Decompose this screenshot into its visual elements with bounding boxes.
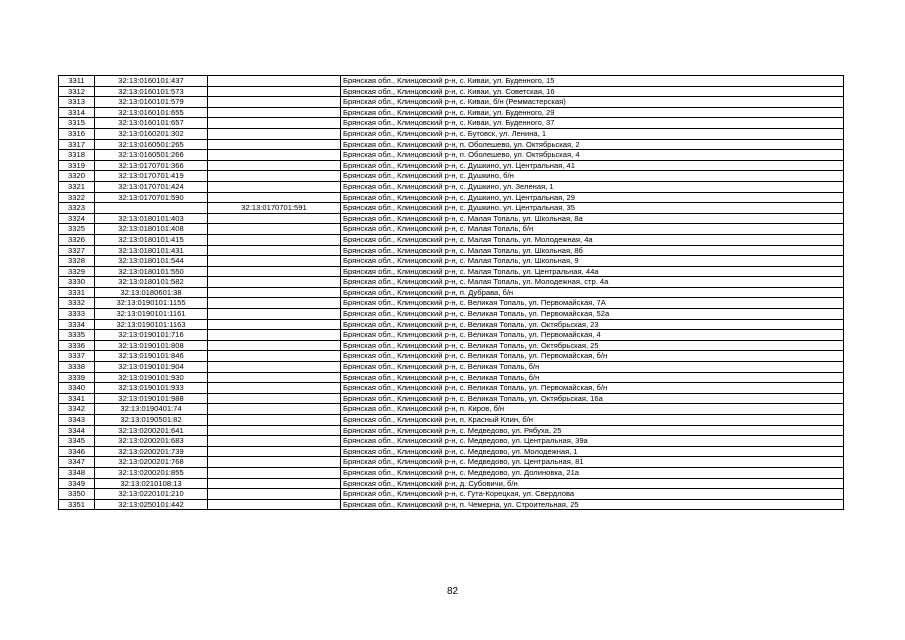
table-row (59, 309, 844, 320)
cadastral-number-alt-cell (208, 362, 341, 373)
cadastral-number-cell: 32:13:0190501:82 (95, 415, 208, 426)
table-row (59, 97, 844, 108)
row-number-cell: 3347 (59, 457, 95, 468)
cadastral-number-alt-cell (208, 107, 341, 118)
table-row (59, 287, 844, 298)
cadastral-number-alt-cell (208, 245, 341, 256)
cadastral-number-cell: 32:13:0220101:210 (95, 489, 208, 500)
table-row (59, 372, 844, 383)
cadastral-number-cell: 32:13:0160501:266 (95, 150, 208, 161)
table-row (59, 330, 844, 341)
cadastral-number-alt-cell (208, 499, 341, 510)
cadastral-number-alt-cell (208, 478, 341, 489)
row-number-cell: 3317 (59, 139, 95, 150)
cadastral-number-alt-cell (208, 128, 341, 139)
cadastral-number-alt-cell (208, 457, 341, 468)
row-number-cell: 3311 (59, 76, 95, 87)
address-cell: Брянская обл., Клинцовский р-н, с. Медведово, ул. Центральная, 81 (341, 457, 844, 468)
table-row (59, 446, 844, 457)
row-number-cell: 3337 (59, 351, 95, 362)
address-cell: Брянская обл., Клинцовский р-н, с. Малая Топаль, ул. Школьная, 9 (341, 256, 844, 267)
address-cell: Брянская обл., Клинцовский р-н, с. Душкино, б/н (341, 171, 844, 182)
table-row (59, 160, 844, 171)
cadastral-number-cell: 32:13:0200201:855 (95, 467, 208, 478)
cadastral-number-alt-cell (208, 118, 341, 129)
row-number-cell: 3329 (59, 266, 95, 277)
row-number-cell: 3320 (59, 171, 95, 182)
address-cell: Брянская обл., Клинцовский р-н, с. Великая Топаль, ул. Первомайская, 7А (341, 298, 844, 309)
cadastral-number-cell: 32:13:0160201:302 (95, 128, 208, 139)
cadastral-number-cell: 32:13:0200201:739 (95, 446, 208, 457)
cadastral-number-cell: 32:13:0180101:403 (95, 213, 208, 224)
address-cell: Брянская обл., Клинцовский р-н, с. Малая Топаль, б/н (341, 224, 844, 235)
cadastral-number-alt-cell (208, 415, 341, 426)
table-row (59, 436, 844, 447)
address-cell: Брянская обл., Клинцовский р-н, с. Душкино, ул. Центральная, 29 (341, 192, 844, 203)
row-number-cell: 3321 (59, 181, 95, 192)
address-cell: Брянская обл., Клинцовский р-н, с. Медведово, ул. Рябуха, 25 (341, 425, 844, 436)
row-number-cell: 3330 (59, 277, 95, 288)
table-row (59, 224, 844, 235)
address-cell: Брянская обл., Клинцовский р-н, с. Малая Топаль, ул. Школьная, 8а (341, 213, 844, 224)
row-number-cell: 3318 (59, 150, 95, 161)
table-row (59, 213, 844, 224)
table-row (59, 499, 844, 510)
cadastral-number-cell: 32:13:0180101:431 (95, 245, 208, 256)
cadastral-number-cell: 32:13:0190401:74 (95, 404, 208, 415)
cadastral-number-cell: 32:13:0200201:641 (95, 425, 208, 436)
row-number-cell: 3315 (59, 118, 95, 129)
cadastral-number-cell: 32:13:0160101:579 (95, 97, 208, 108)
cadastral-number-cell: 32:13:0190101:846 (95, 351, 208, 362)
row-number-cell: 3328 (59, 256, 95, 267)
row-number-cell: 3327 (59, 245, 95, 256)
cadastral-number-alt-cell (208, 330, 341, 341)
address-cell: Брянская обл., Клинцовский р-н, с. Медведово, ул. Молодежная, 1 (341, 446, 844, 457)
address-cell: Брянская обл., Клинцовский р-н, с. Малая Топаль, ул. Центральная, 44а (341, 266, 844, 277)
row-number-cell: 3346 (59, 446, 95, 457)
table-row (59, 76, 844, 87)
cadastral-number-cell: 32:13:0210108:13 (95, 478, 208, 489)
address-cell: Брянская обл., Клинцовский р-н, с. Малая Топаль, ул. Молодежная, стр. 4а (341, 277, 844, 288)
address-cell: Брянская обл., Клинцовский р-н, с. Киваи, б/н (Реммастерская) (341, 97, 844, 108)
cadastral-number-cell: 32:13:0160101:655 (95, 107, 208, 118)
table-row (59, 415, 844, 426)
row-number-cell: 3348 (59, 467, 95, 478)
address-cell: Брянская обл., Клинцовский р-н, с. Великая Топаль, ул. Октябрьская, 23 (341, 319, 844, 330)
row-number-cell: 3324 (59, 213, 95, 224)
cadastral-number-cell: 32:13:0160501:265 (95, 139, 208, 150)
cadastral-number-alt-cell (208, 425, 341, 436)
table-row (59, 277, 844, 288)
table-row (59, 245, 844, 256)
cadastral-number-alt-cell (208, 86, 341, 97)
cadastral-number-cell: 32:13:0170701:424 (95, 181, 208, 192)
row-number-cell: 3334 (59, 319, 95, 330)
cadastral-number-cell: 32:13:0190101:930 (95, 372, 208, 383)
table-row (59, 181, 844, 192)
address-cell: Брянская обл., Клинцовский р-н, п. Оболешево, ул. Октябрьская, 4 (341, 150, 844, 161)
cadastral-number-alt-cell (208, 340, 341, 351)
cadastral-number-cell: 32:13:0190101:904 (95, 362, 208, 373)
cadastral-number-alt-cell (208, 171, 341, 182)
row-number-cell: 3314 (59, 107, 95, 118)
cadastral-number-alt-cell (208, 234, 341, 245)
cadastral-number-alt-cell (208, 76, 341, 87)
row-number-cell: 3339 (59, 372, 95, 383)
address-cell: Брянская обл., Клинцовский р-н, п. Чемерна, ул. Строительная, 25 (341, 499, 844, 510)
cadastral-number-alt-cell (208, 309, 341, 320)
cadastral-number-cell: 32:13:0160101:437 (95, 76, 208, 87)
address-cell: Брянская обл., Клинцовский р-н, с. Гута-Корецкая, ул. Свердлова (341, 489, 844, 500)
cadastral-number-cell (95, 203, 208, 214)
row-number-cell: 3349 (59, 478, 95, 489)
cadastral-number-alt-cell (208, 192, 341, 203)
cadastral-number-alt-cell (208, 224, 341, 235)
row-number-cell: 3341 (59, 393, 95, 404)
cadastral-number-alt-cell (208, 467, 341, 478)
address-cell: Брянская обл., Клинцовский р-н, с. Медведово, ул. Долиновка, 21а (341, 467, 844, 478)
row-number-cell: 3325 (59, 224, 95, 235)
cadastral-number-cell: 32:13:0170701:366 (95, 160, 208, 171)
row-number-cell: 3350 (59, 489, 95, 500)
table-row (59, 478, 844, 489)
cadastral-number-alt-cell (208, 372, 341, 383)
cadastral-number-alt-cell (208, 383, 341, 394)
cadastral-number-alt-cell (208, 446, 341, 457)
cadastral-number-cell: 32:13:0190101:988 (95, 393, 208, 404)
row-number-cell: 3338 (59, 362, 95, 373)
property-register-table (58, 75, 844, 510)
table-row (59, 139, 844, 150)
address-cell: Брянская обл., Клинцовский р-н, с. Великая Топаль, ул. Первомайская, 52а (341, 309, 844, 320)
row-number-cell: 3323 (59, 203, 95, 214)
row-number-cell: 3342 (59, 404, 95, 415)
row-number-cell: 3332 (59, 298, 95, 309)
cadastral-number-alt-cell (208, 393, 341, 404)
row-number-cell: 3326 (59, 234, 95, 245)
cadastral-number-cell: 32:13:0180601:38 (95, 287, 208, 298)
cadastral-number-alt-cell (208, 436, 341, 447)
cadastral-number-alt-cell (208, 287, 341, 298)
row-number-cell: 3316 (59, 128, 95, 139)
row-number-cell: 3335 (59, 330, 95, 341)
table-row (59, 351, 844, 362)
table-row (59, 319, 844, 330)
table-row (59, 457, 844, 468)
row-number-cell: 3331 (59, 287, 95, 298)
cadastral-number-cell: 32:13:0190101:1155 (95, 298, 208, 309)
row-number-cell: 3344 (59, 425, 95, 436)
cadastral-number-alt-cell (208, 266, 341, 277)
table-row (59, 340, 844, 351)
row-number-cell: 3340 (59, 383, 95, 394)
address-cell: Брянская обл., Клинцовский р-н, с. Медведово, ул. Центральная, 39а (341, 436, 844, 447)
cadastral-number-cell: 32:13:0250101:442 (95, 499, 208, 510)
cadastral-number-cell: 32:13:0180101:544 (95, 256, 208, 267)
table-row (59, 298, 844, 309)
address-cell: Брянская обл., Клинцовский р-н, п. Киров, б/н (341, 404, 844, 415)
cadastral-number-alt-cell (208, 351, 341, 362)
table-row (59, 203, 844, 214)
table-row (59, 118, 844, 129)
address-cell: Брянская обл., Клинцовский р-н, п. Дубрава, б/н (341, 287, 844, 298)
cadastral-number-cell: 32:13:0180101:408 (95, 224, 208, 235)
address-cell: Брянская обл., Клинцовский р-н, с. Малая Топаль, ул. Школьная, 8б (341, 245, 844, 256)
cadastral-number-alt-cell (208, 319, 341, 330)
table-row (59, 256, 844, 267)
cadastral-number-alt-cell (208, 97, 341, 108)
table-row (59, 393, 844, 404)
address-cell: Брянская обл., Клинцовский р-н, с. Малая Топаль, ул. Молодежная, 4а (341, 234, 844, 245)
address-cell: Брянская обл., Клинцовский р-н, с. Великая Топаль, б/н (341, 362, 844, 373)
address-cell: Брянская обл., Клинцовский р-н, с. Киваи, ул. Советская, 16 (341, 86, 844, 97)
cadastral-number-alt-cell (208, 277, 341, 288)
table-row (59, 234, 844, 245)
row-number-cell: 3313 (59, 97, 95, 108)
address-cell: Брянская обл., Клинцовский р-н, с. Душкино, ул. Зеленая, 1 (341, 181, 844, 192)
address-cell: Брянская обл., Клинцовский р-н, с. Душкино, ул. Центральная, 35 (341, 203, 844, 214)
table-row (59, 467, 844, 478)
address-cell: Брянская обл., Клинцовский р-н, п. Оболешево, ул. Октябрьская, 2 (341, 139, 844, 150)
table-row (59, 107, 844, 118)
address-cell: Брянская обл., Клинцовский р-н, с. Великая Топаль, ул. Первомайская, 4 (341, 330, 844, 341)
table-row (59, 383, 844, 394)
table-row (59, 128, 844, 139)
cadastral-number-cell: 32:13:0190101:716 (95, 330, 208, 341)
cadastral-number-cell: 32:13:0170701:590 (95, 192, 208, 203)
address-cell: Брянская обл., Клинцовский р-н, с. Бутовск, ул. Ленина, 1 (341, 128, 844, 139)
address-cell: Брянская обл., Клинцовский р-н, с. Великая Топаль, ул. Первомайская, б/н (341, 351, 844, 362)
cadastral-number-cell: 32:13:0180101:415 (95, 234, 208, 245)
cadastral-number-cell: 32:13:0190101:1161 (95, 309, 208, 320)
page-number: 82 (446, 586, 459, 597)
cadastral-number-cell: 32:13:0200201:768 (95, 457, 208, 468)
address-cell: Брянская обл., Клинцовский р-н, с. Великая Топаль, ул. Октябрьская, 16а (341, 393, 844, 404)
table-row (59, 171, 844, 182)
cadastral-number-alt-cell (208, 139, 341, 150)
address-cell: Брянская обл., Клинцовский р-н, д. Субовичи, б/н (341, 478, 844, 489)
cadastral-number-alt-cell (208, 181, 341, 192)
table-row (59, 150, 844, 161)
cadastral-number-cell: 32:13:0170701:419 (95, 171, 208, 182)
row-number-cell: 3351 (59, 499, 95, 510)
row-number-cell: 3322 (59, 192, 95, 203)
cadastral-number-cell: 32:13:0190101:933 (95, 383, 208, 394)
row-number-cell: 3336 (59, 340, 95, 351)
address-cell: Брянская обл., Клинцовский р-н, с. Великая Топаль, б/н (341, 372, 844, 383)
row-number-cell: 3343 (59, 415, 95, 426)
cadastral-number-alt-cell (208, 160, 341, 171)
cadastral-number-cell: 32:13:0190101:1163 (95, 319, 208, 330)
cadastral-number-cell: 32:13:0200201:683 (95, 436, 208, 447)
table-row (59, 425, 844, 436)
table-row (59, 362, 844, 373)
cadastral-number-cell: 32:13:0160101:657 (95, 118, 208, 129)
address-cell: Брянская обл., Клинцовский р-н, с. Киваи, ул. Буденного, 15 (341, 76, 844, 87)
address-cell: Брянская обл., Клинцовский р-н, с. Киваи, ул. Буденного, 29 (341, 107, 844, 118)
cadastral-number-cell: 32:13:0160101:573 (95, 86, 208, 97)
cadastral-number-alt-cell: 32:13:0170701:591 (208, 203, 341, 214)
cadastral-number-cell: 32:13:0180101:582 (95, 277, 208, 288)
table-row (59, 86, 844, 97)
address-cell: Брянская обл., Клинцовский р-н, с. Киваи, ул. Буденного, 37 (341, 118, 844, 129)
row-number-cell: 3345 (59, 436, 95, 447)
table-row (59, 489, 844, 500)
table-body (59, 76, 844, 510)
cadastral-number-alt-cell (208, 489, 341, 500)
row-number-cell: 3333 (59, 309, 95, 320)
table-row (59, 266, 844, 277)
cadastral-number-cell: 32:13:0190101:808 (95, 340, 208, 351)
cadastral-number-cell: 32:13:0180101:550 (95, 266, 208, 277)
address-cell: Брянская обл., Клинцовский р-н, с. Душкино, ул. Центральная, 41 (341, 160, 844, 171)
table-row (59, 192, 844, 203)
address-cell: Брянская обл., Клинцовский р-н, с. Великая Топаль, ул. Первомайская, б/н (341, 383, 844, 394)
row-number-cell: 3319 (59, 160, 95, 171)
cadastral-number-alt-cell (208, 213, 341, 224)
cadastral-number-alt-cell (208, 150, 341, 161)
table-row (59, 404, 844, 415)
address-cell: Брянская обл., Клинцовский р-н, п. Красный Клин, б/н (341, 415, 844, 426)
cadastral-number-alt-cell (208, 256, 341, 267)
cadastral-number-alt-cell (208, 404, 341, 415)
address-cell: Брянская обл., Клинцовский р-н, с. Великая Топаль, ул. Октябрьская, 25 (341, 340, 844, 351)
cadastral-number-alt-cell (208, 298, 341, 309)
row-number-cell: 3312 (59, 86, 95, 97)
